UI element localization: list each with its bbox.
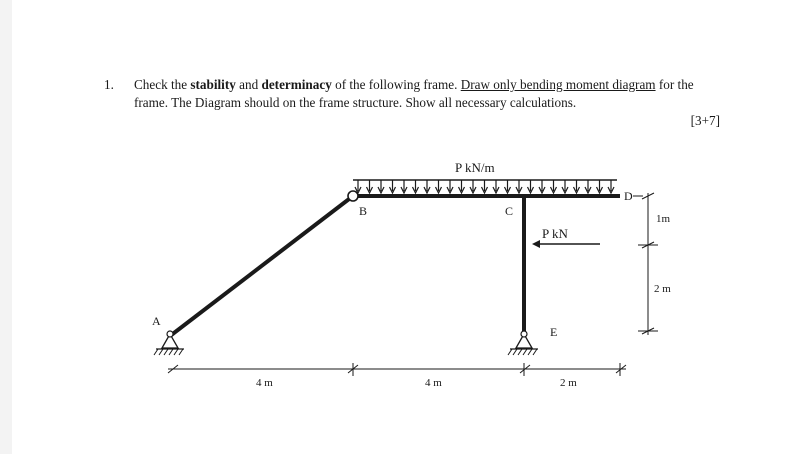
- keyword-determinacy: determinacy: [261, 77, 332, 92]
- node-b-label: B: [359, 204, 368, 218]
- dim-2m-vertical: 2 m: [654, 283, 671, 295]
- point-load-label: P kN: [542, 226, 568, 241]
- node-c-label: C: [505, 204, 514, 218]
- vertical-dimension-line: [633, 193, 658, 335]
- pin-support-e: [508, 331, 538, 355]
- node-e-label: E: [550, 325, 558, 339]
- member-ab: [170, 196, 353, 336]
- underlined-instruction: Draw only bending moment diagram: [460, 77, 656, 92]
- node-a-label: A: [152, 314, 161, 328]
- question-number: 1.: [104, 77, 114, 92]
- udl-label: P kN/m: [455, 160, 495, 175]
- question-text-part4: for the frame. The Diagram should on the frame structure. Show all necessary calculations.: [134, 77, 694, 110]
- question-text-part3: of the following frame.: [331, 77, 461, 92]
- distributed-load: [353, 180, 617, 193]
- question-text-part1: Check the: [134, 77, 191, 92]
- node-d-label: D: [624, 189, 633, 203]
- keyword-stability: stability: [190, 77, 236, 92]
- horizontal-dimension-line: [168, 363, 626, 376]
- dim-4m-second: 4 m: [425, 377, 442, 389]
- dim-4m-first: 4 m: [256, 377, 273, 389]
- dim-1m: 1m: [656, 213, 671, 225]
- question-text-part2: and: [235, 77, 262, 92]
- hinge-b: [348, 191, 358, 201]
- pin-support-a: [154, 331, 184, 355]
- marks-label: [3+7]: [690, 113, 720, 128]
- dim-2m-horizontal: 2 m: [560, 377, 577, 389]
